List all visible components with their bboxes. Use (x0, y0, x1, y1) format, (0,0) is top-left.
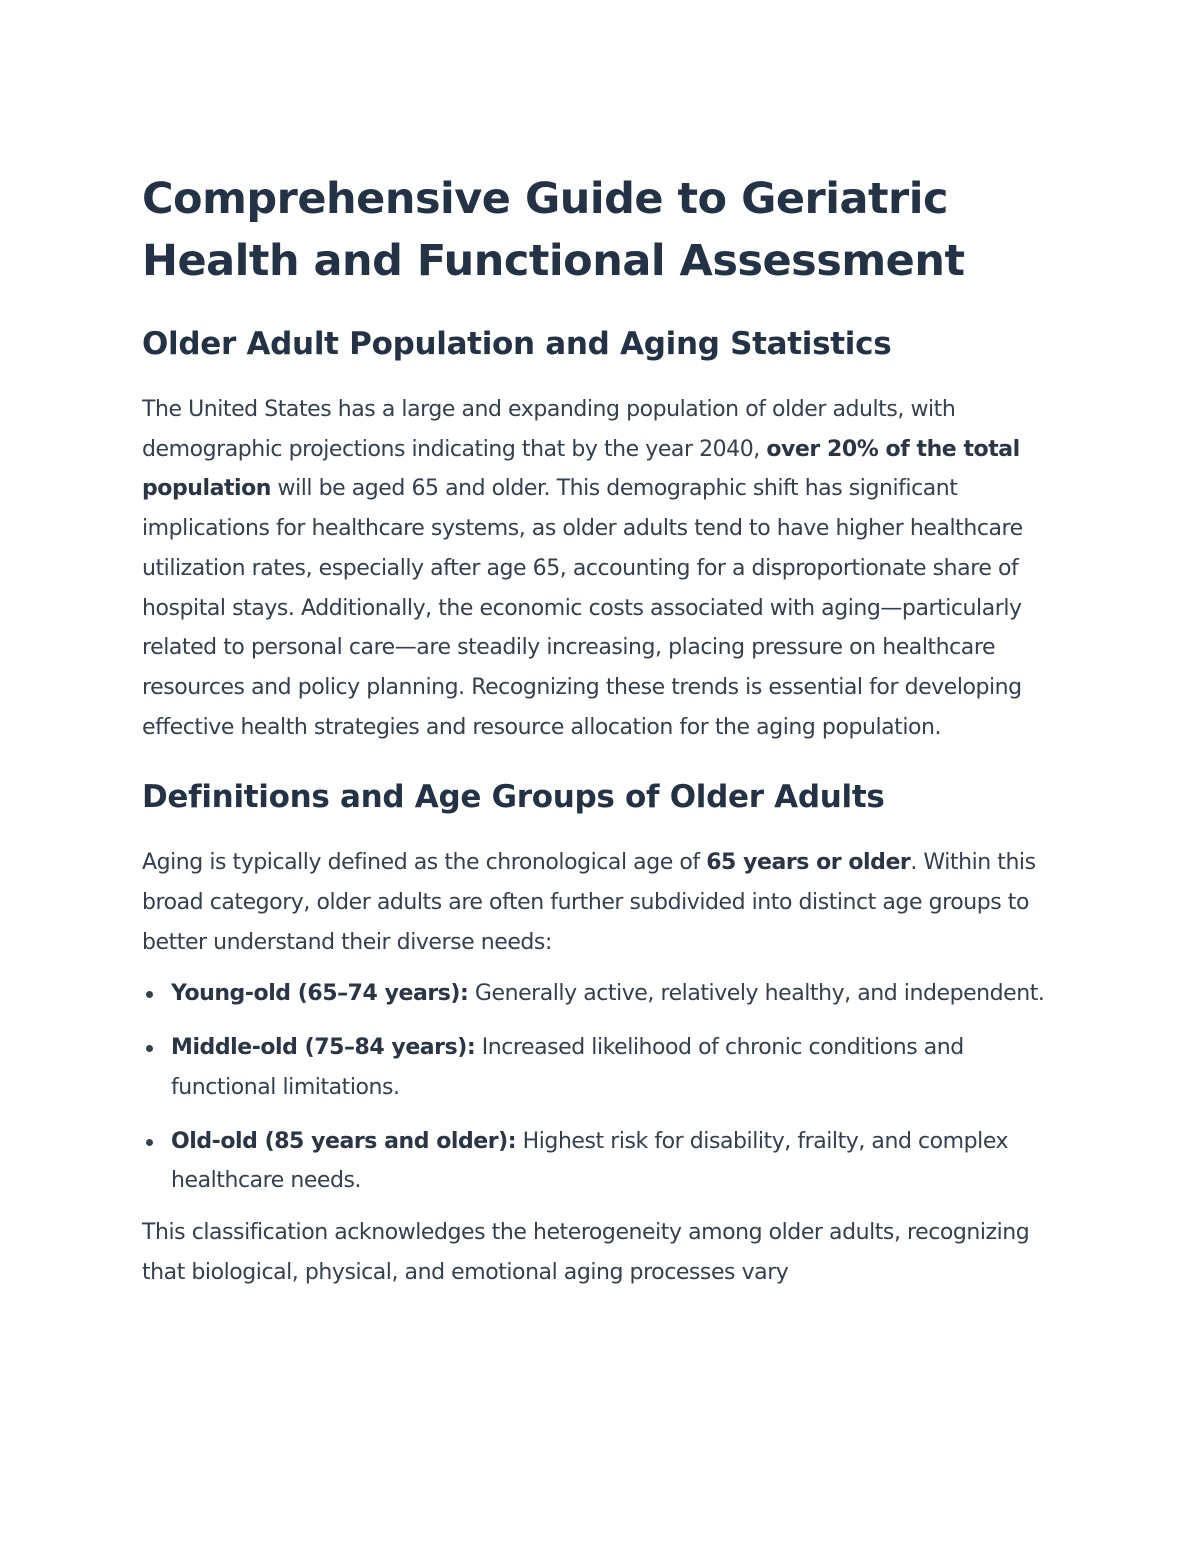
bullet-icon (146, 1139, 153, 1146)
population-text-end: will be aged 65 and older. This demographic shift has significant implications for healthcare systems, as older adults tend to have higher healthcare utilization rates, especially after age 65, accounting for a disproportionate share of hospital stays. Additionally, the economic costs associated with aging—particularly related to personal care—are steadily increasing, placing pressure on healthcare resources and policy planning. Recognizing these trends is essential for developing effective health strategies and resource allocation for the aging population. (142, 476, 1023, 740)
list-item (171, 1028, 1062, 1107)
population-text-start: The United States has a large and expanding population of older adults, with demographic projections indicating that by the year 2040, (142, 397, 956, 462)
definitions-text-start: Aging is typically defined as the chronological age of (142, 850, 707, 876)
definitions-paragraph (142, 843, 1062, 962)
classification-paragraph: This classification acknowledges the heterogeneity among older adults, recognizing that biological, physical, and emotional aging processes vary (142, 1219, 1030, 1285)
definitions-highlight: 65 years or older (706, 850, 911, 876)
document-page (142, 168, 1062, 1292)
list-item (171, 974, 1062, 1014)
list-item-label: Old-old (85 years and older): (171, 1128, 517, 1154)
population-highlight: over 20% of the total population (142, 436, 1020, 502)
section-heading-population: Older Adult Population and Aging Statistics (142, 326, 892, 362)
age-group-list (142, 974, 1062, 1201)
list-item-text: Highest risk for disability, frailty, and complex healthcare needs. (171, 1128, 1009, 1194)
definitions-text-end: . Within this broad category, older adults are often further subdivided into distinct age groups to better understand their diverse needs: (142, 850, 1036, 955)
page-title: Comprehensive Guide to Geriatric Health and Functional Assessment (142, 174, 965, 286)
population-paragraph (142, 390, 1062, 747)
list-item-text: Generally active, relatively healthy, and independent. (468, 981, 1045, 1007)
list-item-label: Middle-old (75–84 years): (171, 1035, 476, 1061)
list-item-label: Young-old (65–74 years): (171, 981, 469, 1007)
section-heading-definitions: Definitions and Age Groups of Older Adults (142, 779, 885, 816)
list-item (171, 1122, 1062, 1201)
bullet-icon (146, 1045, 153, 1052)
list-item-text: Increased likelihood of chronic conditions and functional limitations. (171, 1035, 964, 1100)
bullet-icon (146, 991, 153, 998)
